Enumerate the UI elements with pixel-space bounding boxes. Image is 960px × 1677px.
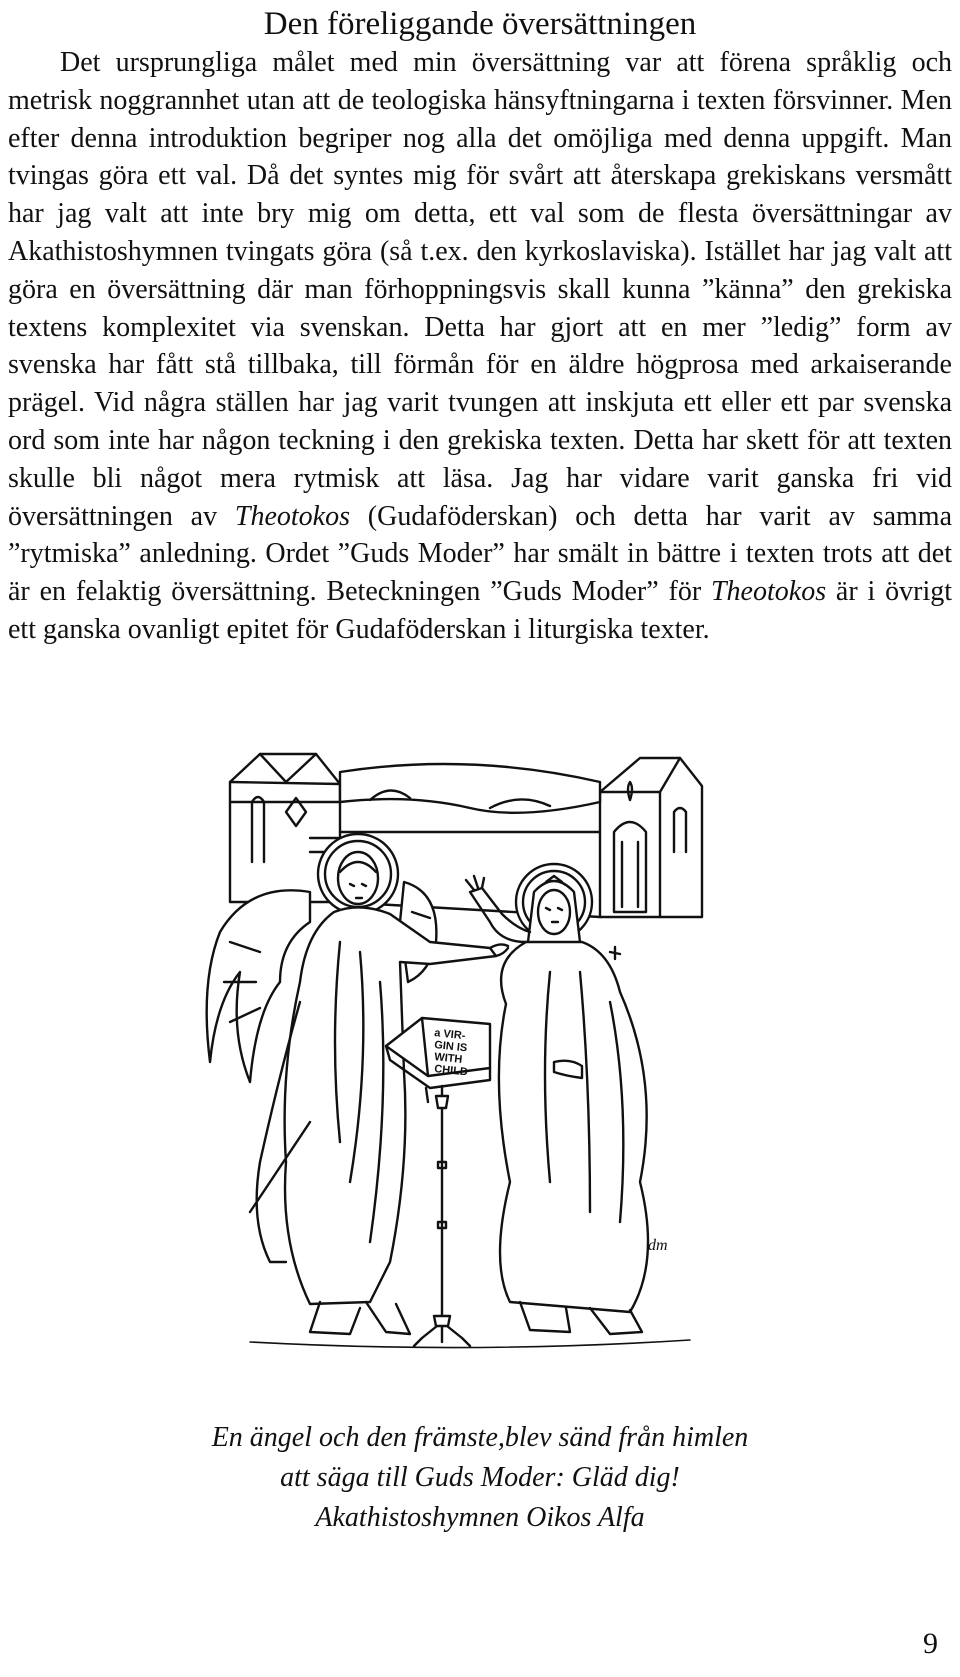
paragraph-part-2: (Gudaföderskan) och detta har varit av samma ”rytmiska” anledning. Ordet ”Guds Moder” har smält in bättre i texten trots att det är en felaktig översättning. Beteckningen ”Guds Moder” för — [8, 500, 952, 608]
theotokos-term-2: Theotokos — [710, 576, 827, 608]
paragraph-part-3: är i övrigt ett ganska ovanligt epitet för Gudaföderskan i liturgiska texter. — [8, 576, 953, 645]
theotokos-figure — [466, 876, 648, 1334]
book-text-line-2: GIN IS — [433, 1039, 468, 1055]
caption-line-3: Akathistoshymnen Oikos Alfa — [315, 1502, 645, 1533]
book-text-line-4: CHILD — [433, 1063, 469, 1079]
velum-drape — [340, 764, 600, 813]
theotokos-term-1: Theotokos — [234, 500, 350, 532]
caption-line-1: En ängel och den främste,blev sänd från himlen — [211, 1422, 749, 1453]
body-paragraph — [8, 44, 952, 649]
annunciation-icon-illustration — [190, 742, 760, 1388]
book-text-line-1: a VIR- — [433, 1027, 466, 1043]
page-heading: Den föreliggande översättningen — [263, 6, 697, 42]
caption-line-2: att säga till Guds Moder: Gläd dig! — [280, 1462, 680, 1493]
book-text-line-3: WITH — [433, 1051, 463, 1066]
page-number: 9 — [923, 1627, 938, 1660]
lectern — [414, 1086, 470, 1346]
right-building — [600, 758, 702, 917]
paragraph-part-1: Det ursprungliga målet med min översättning var att förena språklig och metrisk noggrannhet utan att de teologiska hänsyftningarna i texten försvinner. Men efter denna introduktion begriper nog alla det omöjliga med denna uppgift. Man tvingas göra ett val. Då det syntes mig för svårt att återskapa grekiskans versmått har jag valt att inte bry mig om detta, ett val som de flesta översättningar av Akathistoshymnen tvingats göra (så t.ex. den kyrkoslaviska). Istället har jag valt att göra en översättning där man förhoppningsvis skall kunna ”känna” den grekiska textens komplexitet via svenskan. Detta har gjort att en mer ”ledig” form av svenska har fått stå tillbaka, till förmån för en äldre högprosa med arkaiserande prägel. Vid några ställen har jag varit tvungen att inskjuta ett eller ett par svenska ord som inte har någon teckning i den grekiska texten. Detta har skett för att texten skulle bli något mera rytmisk att läsa. Jag har vidare varit ganska fri vid översättningen av — [8, 47, 952, 532]
artist-signature: dm — [648, 1237, 668, 1254]
caption — [0, 1418, 960, 1538]
